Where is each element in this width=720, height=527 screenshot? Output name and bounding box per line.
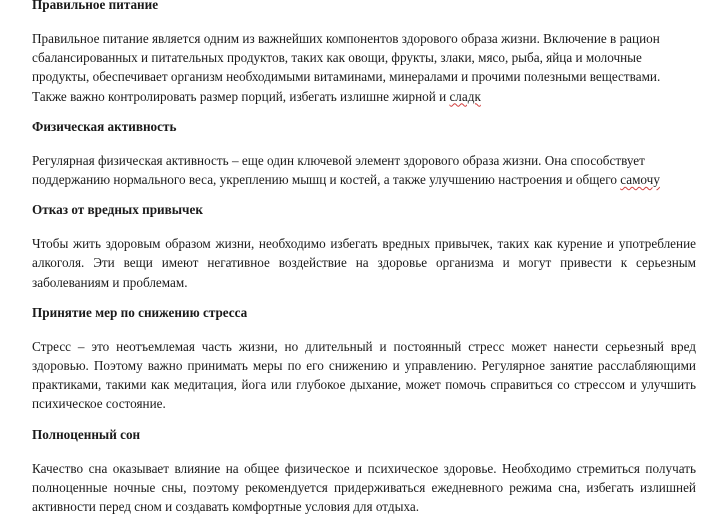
section-physical-activity — [32, 117, 696, 189]
section-stress — [32, 303, 696, 414]
section-heading: Полноценный сон — [32, 426, 141, 442]
section-heading: Принятие мер по снижению стресса — [32, 304, 248, 320]
section-heading: Отказ от вредных привычек — [32, 202, 203, 218]
truncated-word: самочу — [620, 172, 660, 188]
section-sleep — [32, 425, 696, 517]
section-paragraph — [32, 29, 696, 106]
section-bad-habits — [32, 200, 696, 292]
section-paragraph: Качество сна оказывает влияние на общее физическое и психическое здоровье. Необходимо стремиться получать полноценные ночные сны, поэтому рекомендуется придерживаться ежедневного режима сна, избегать излишней активности перед сном и создавать комфортные условия для отдыха. — [32, 460, 696, 515]
document-page — [32, 0, 696, 527]
section-heading: Физическая активность — [32, 118, 177, 134]
truncated-word: сладк — [449, 88, 481, 104]
paragraph-text: Правильное питание является одним из важнейших компонентов здорового образа жизни. Включение в рацион сбалансированных и питательных продуктов, таких как овощи, фрукты, злаки, мясо, рыба, яйца и молочные продукты, обеспечивает организм необходимыми витаминами, минералами и прочими полезными веществами. Также важно контролировать размер порций, избегать излишне жирной и — [32, 31, 661, 104]
section-paragraph: Чтобы жить здоровым образом жизни, необходимо избегать вредных привычек, таких как курение и употребление алкоголя. Эти вещи имеют негативное воздействие на здоровье организма и могут привести к серьезным заболеваниям и проблемам. — [32, 236, 696, 290]
section-paragraph: Стресс – это неотъемлемая часть жизни, но длительный и постоянный стресс может нанести серьезный вред здоровью. Поэтому важно принимать меры по его снижению и управлению. Регулярное занятие расслабляющими практиками, такими как медитация, йога или глубокое дыхание, может помочь справиться со стрессом и улучшить психическое состояние. — [32, 338, 696, 412]
paragraph-text: Регулярная физическая активность – еще один ключевой элемент здорового образа жизни. Она способствует поддержанию нормального веса, укреплению мышц и костей, а также улучшению настроения и общего — [32, 152, 645, 188]
section-paragraph — [32, 151, 696, 189]
section-nutrition — [32, 0, 696, 106]
section-heading: Правильное питание — [32, 0, 159, 12]
